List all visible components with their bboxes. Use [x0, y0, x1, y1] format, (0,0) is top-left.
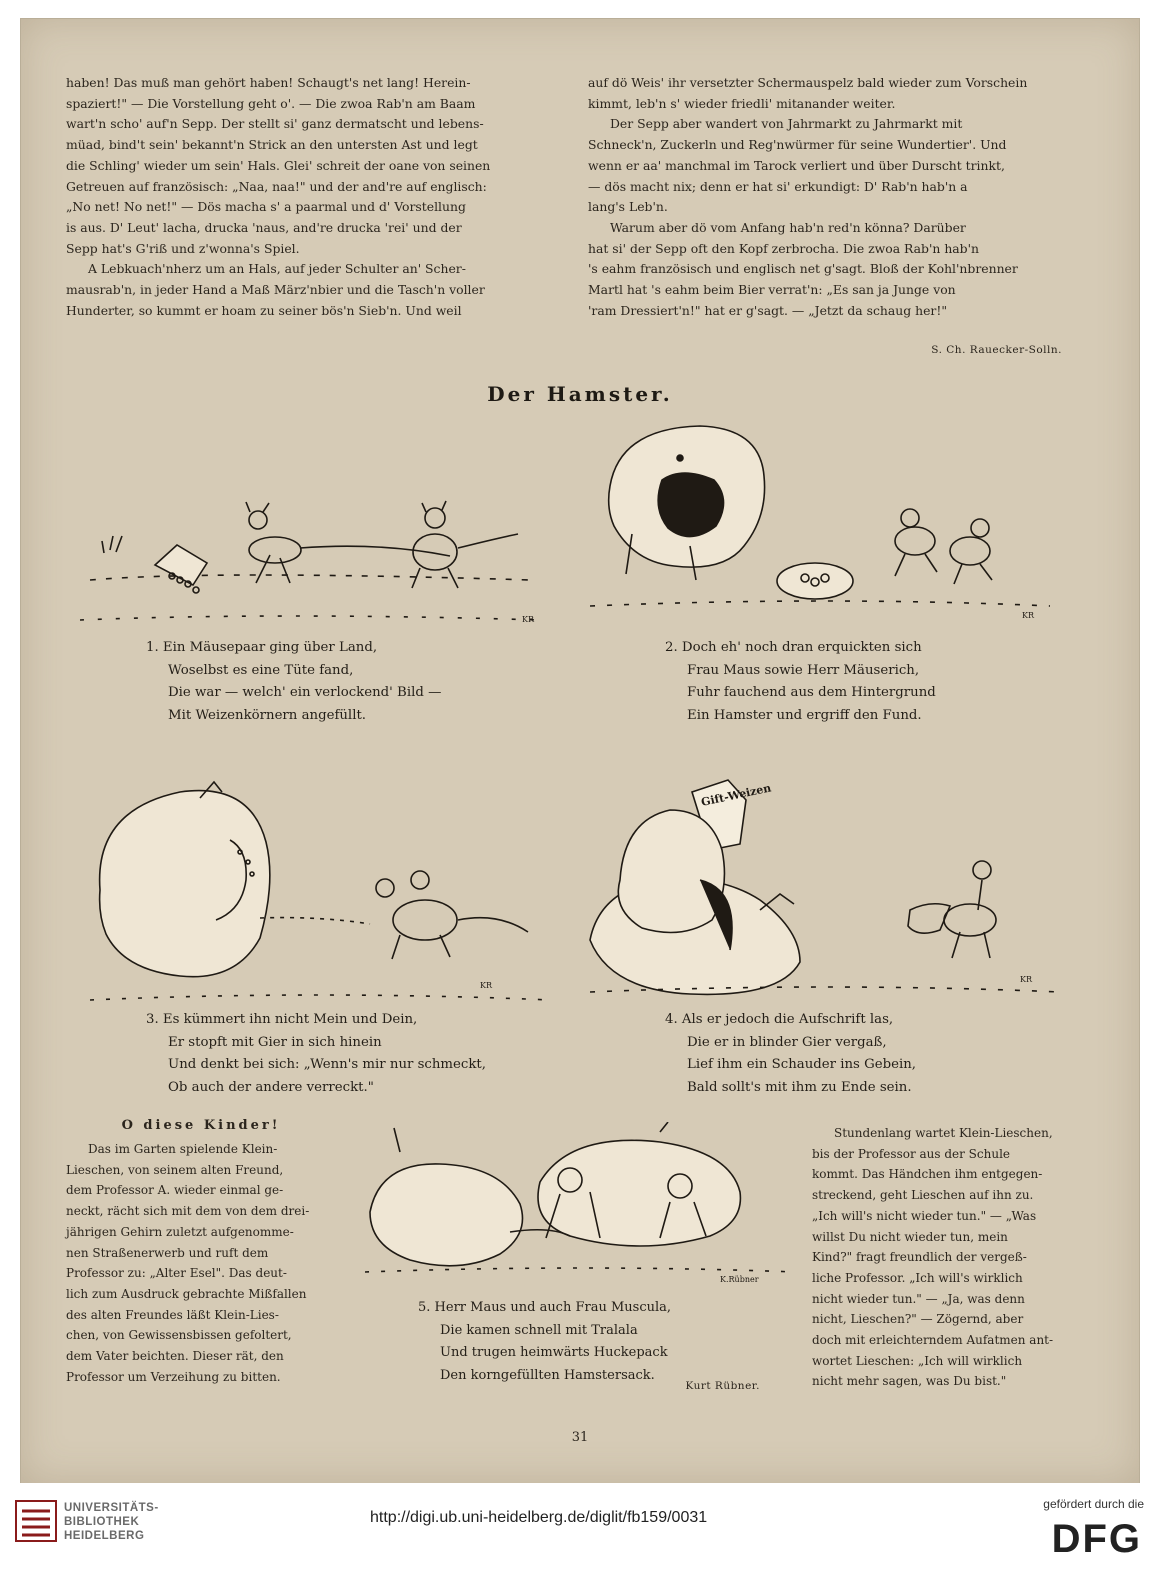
- text-line: doch mit erleichterndem Aufatmen ant-: [812, 1333, 1054, 1348]
- text-line: nicht mehr sagen, was Du bist.": [812, 1374, 1007, 1389]
- text-line: kommt. Das Händchen ihm entgegen-: [812, 1167, 1043, 1182]
- text-line: bis der Professor aus der Schule: [812, 1146, 1011, 1161]
- text-line: 1. Ein Mäusepaar ging über Land,: [146, 640, 378, 655]
- kinder-column-right: [812, 1123, 1074, 1392]
- text-line: Den korngefüllten Hamstersack.: [440, 1367, 655, 1383]
- text-line: Getreuen auf französisch: „Naa, naa!" und der and're auf englisch:: [66, 178, 487, 194]
- text-line: Hunderter, so kummt er hoam zu seiner bös'n Sieb'n. Und weil: [66, 302, 462, 318]
- text-line: Bald sollt's mit ihm zu Ende sein.: [687, 1079, 912, 1095]
- text-line: haben! Das muß man gehört haben! Schaugt's net lang! Herein-: [66, 75, 471, 90]
- text-line: Lieschen, von seinem alten Freund,: [66, 1162, 284, 1177]
- kinder-column-left: [66, 1139, 336, 1387]
- text-line: Und denkt bei sich: „Wenn's mir nur schmeckt,: [168, 1057, 486, 1073]
- text-line: Professor zu: „Alter Esel". Das deut-: [66, 1266, 287, 1281]
- verse-5: [418, 1297, 671, 1387]
- text-line: Ein Hamster und ergriff den Fund.: [687, 707, 922, 723]
- text-line: Der Sepp aber wandert von Jahrmarkt zu Jahrmarkt mit: [610, 116, 963, 132]
- text-line: die Schling' wieder um sein' Hals. Glei' schreit der oane von seinen: [66, 157, 491, 173]
- illustration-hamster-eating: [80, 770, 560, 1008]
- text-line: — dös macht nix; denn er hat si' erkundigt: D' Rab'n hab'n a: [588, 178, 968, 194]
- text-line: mausrab'n, in jeder Hand a Maß März'nbier und die Tasch'n voller: [66, 282, 485, 298]
- text-line: Frau Maus sowie Herr Mäuserich,: [687, 662, 920, 678]
- university-library-logo-icon: [14, 1499, 58, 1543]
- story-author: S. Ch. Rauecker-Solln.: [931, 344, 1062, 356]
- illus2-monogram: KR: [1022, 611, 1034, 620]
- text-line: Kind?" fragt freundlich der vergeß-: [812, 1250, 1027, 1265]
- text-line: Und trugen heimwärts Huckepack: [440, 1345, 668, 1361]
- text-line: lang's Leb'n.: [588, 199, 668, 215]
- text-line: A Lebkuach'nherz um an Hals, auf jeder Schulter an' Scher-: [88, 261, 466, 277]
- hamster-title: Der Hamster.: [487, 382, 673, 406]
- illus3-monogram: KR: [480, 981, 492, 990]
- illustration-mice-carry-sack: [360, 1122, 800, 1292]
- text-line: streckend, geht Lieschen auf ihn zu.: [812, 1188, 1034, 1203]
- text-line: Ob auch der andere verreckt.": [168, 1079, 374, 1095]
- text-line: Warum aber dö vom Anfang hab'n red'n könna? Darüber: [610, 219, 966, 235]
- text-line: Professor um Verzeihung zu bitten.: [66, 1369, 281, 1384]
- text-line: nicht wieder tun." — „Ja, was denn: [812, 1291, 1025, 1306]
- text-line: 'ram Dressiert'n!" hat er g'sagt. — „Jetzt da schaug her!": [588, 302, 948, 318]
- text-line: nen Straßenerwerb und ruft dem: [66, 1245, 269, 1260]
- verse-4: [665, 1009, 916, 1099]
- text-line: is aus. D' Leut' lacha, drucka 'naus, and're drucka 'rei' und der: [66, 219, 462, 235]
- text-line: Die kamen schnell mit Tralala: [440, 1322, 638, 1338]
- text-line: wenn er aa' manchmal im Tarock verliert und über Durscht trinkt,: [588, 157, 1005, 173]
- text-line: liche Professor. „Ich will's wirklich: [812, 1270, 1023, 1285]
- verse-1: [146, 637, 441, 727]
- text-line: Sepp hat's G'riß und z'wonna's Spiel.: [66, 240, 300, 256]
- gift-weizen-sign: Gift-Weizen: [699, 781, 773, 809]
- text-line: Stundenlang wartet Klein-Lieschen,: [834, 1126, 1053, 1140]
- text-line: Martl hat 's eahm beim Bier verrat'n: „Es san ja Junge von: [588, 282, 956, 298]
- text-line: kimmt, leb'n s' wieder friedli' mitanander weiter.: [588, 95, 896, 111]
- text-line: des alten Freundes läßt Klein-Lies-: [66, 1307, 279, 1322]
- library-line-2: BIBLIOTHEK: [64, 1516, 140, 1528]
- kinder-title: O diese Kinder!: [121, 1118, 281, 1133]
- text-line: 's eahm französisch und englisch net g'sagt. Bloß der Kohl'nbrenner: [588, 261, 1018, 277]
- text-line: Er stopft mit Gier in sich hinein: [168, 1034, 382, 1050]
- text-line: willst Du nicht wieder tun, mein: [812, 1229, 1008, 1244]
- text-line: Lief ihm ein Schauder ins Gebein,: [687, 1057, 917, 1073]
- text-line: auf dö Weis' ihr versetzter Schermauspelz bald wieder zum Vorschein: [588, 75, 1028, 90]
- text-line: Die war — welch' ein verlockend' Bild —: [168, 685, 442, 701]
- funded-by-text: gefördert durch die: [1043, 1497, 1144, 1511]
- text-line: 3. Es kümmert ihn nicht Mein und Dein,: [146, 1012, 418, 1027]
- illus1-monogram: KR: [522, 615, 534, 624]
- text-line: dem Professor A. wieder einmal ge-: [66, 1183, 284, 1198]
- permalink-url[interactable]: http://digi.ub.uni-heidelberg.de/diglit/fb159/0031: [370, 1509, 708, 1526]
- text-line: hat si' der Sepp oft den Kopf zerbrocha. Die zwoa Rab'n hab'n: [588, 240, 980, 256]
- text-line: chen, von Gewissensbissen gefoltert,: [66, 1328, 292, 1343]
- text-line: wart'n scho' auf'n Sepp. Der stellt si' ganz dermatscht und lebens-: [66, 116, 484, 132]
- illustration-mice-find-bag: [60, 490, 550, 630]
- story-column-left: [66, 73, 568, 321]
- text-line: dem Vater beichten. Dieser rät, den: [66, 1349, 284, 1364]
- text-line: spaziert!" — Die Vorstellung geht o'. — Die zwoa Rab'n am Baam: [66, 95, 476, 111]
- footer-bar: [0, 1483, 1160, 1578]
- text-line: 4. Als er jedoch die Aufschrift las,: [665, 1012, 894, 1027]
- text-line: 5. Herr Maus und auch Frau Muscula,: [418, 1300, 672, 1315]
- story-column-right: [588, 73, 1074, 321]
- illus4-monogram: KR: [1020, 975, 1032, 984]
- text-line: Woselbst es eine Tüte fand,: [168, 662, 354, 678]
- text-line: „No net! No net!" — Dös macha s' a paarmal und d' Vorstellung: [66, 199, 466, 215]
- text-line: Die er in blinder Gier vergaß,: [687, 1034, 887, 1050]
- text-line: Das im Garten spielende Klein-: [88, 1142, 278, 1156]
- text-line: Mit Weizenkörnern angefüllt.: [168, 707, 367, 723]
- dfg-logo: DFG: [1051, 1517, 1142, 1561]
- text-line: lich zum Ausdruck gebrachte Mißfallen: [66, 1286, 307, 1301]
- illustration-hamster-poisoned: [580, 760, 1070, 1008]
- text-line: wortet Lieschen: „Ich will wirklich: [812, 1353, 1023, 1368]
- illustration-hamster-grabs-bag: [570, 416, 1070, 632]
- verse-2: [665, 637, 936, 727]
- library-line-3: HEIDELBERG: [64, 1530, 145, 1542]
- page-number: 31: [571, 1430, 589, 1445]
- text-line: neckt, rächt sich mit dem von dem drei-: [66, 1204, 310, 1219]
- text-line: „Ich will's nicht wieder tun." — „Was: [812, 1208, 1037, 1223]
- verse-3: [146, 1009, 486, 1099]
- text-line: nicht, Lieschen?" — Zögernd, aber: [812, 1312, 1024, 1327]
- library-line-1: UNIVERSITÄTS-: [64, 1502, 159, 1514]
- illus5-signature: K.Rübner: [720, 1275, 759, 1284]
- text-line: Schneck'n, Zuckerln und Reg'nwürmer für seine Wundertier'. Und: [588, 137, 1007, 153]
- text-line: 2. Doch eh' noch dran erquickten sich: [665, 640, 922, 655]
- text-line: Fuhr fauchend aus dem Hintergrund: [687, 685, 936, 701]
- verse5-author: Kurt Rübner.: [685, 1380, 760, 1392]
- text-line: jährigen Gehirn zuletzt aufgenomme-: [66, 1224, 294, 1239]
- text-line: müad, bind't sein' bekannt'n Strick an den untersten Ast und legt: [66, 137, 478, 153]
- library-name: [64, 1501, 159, 1543]
